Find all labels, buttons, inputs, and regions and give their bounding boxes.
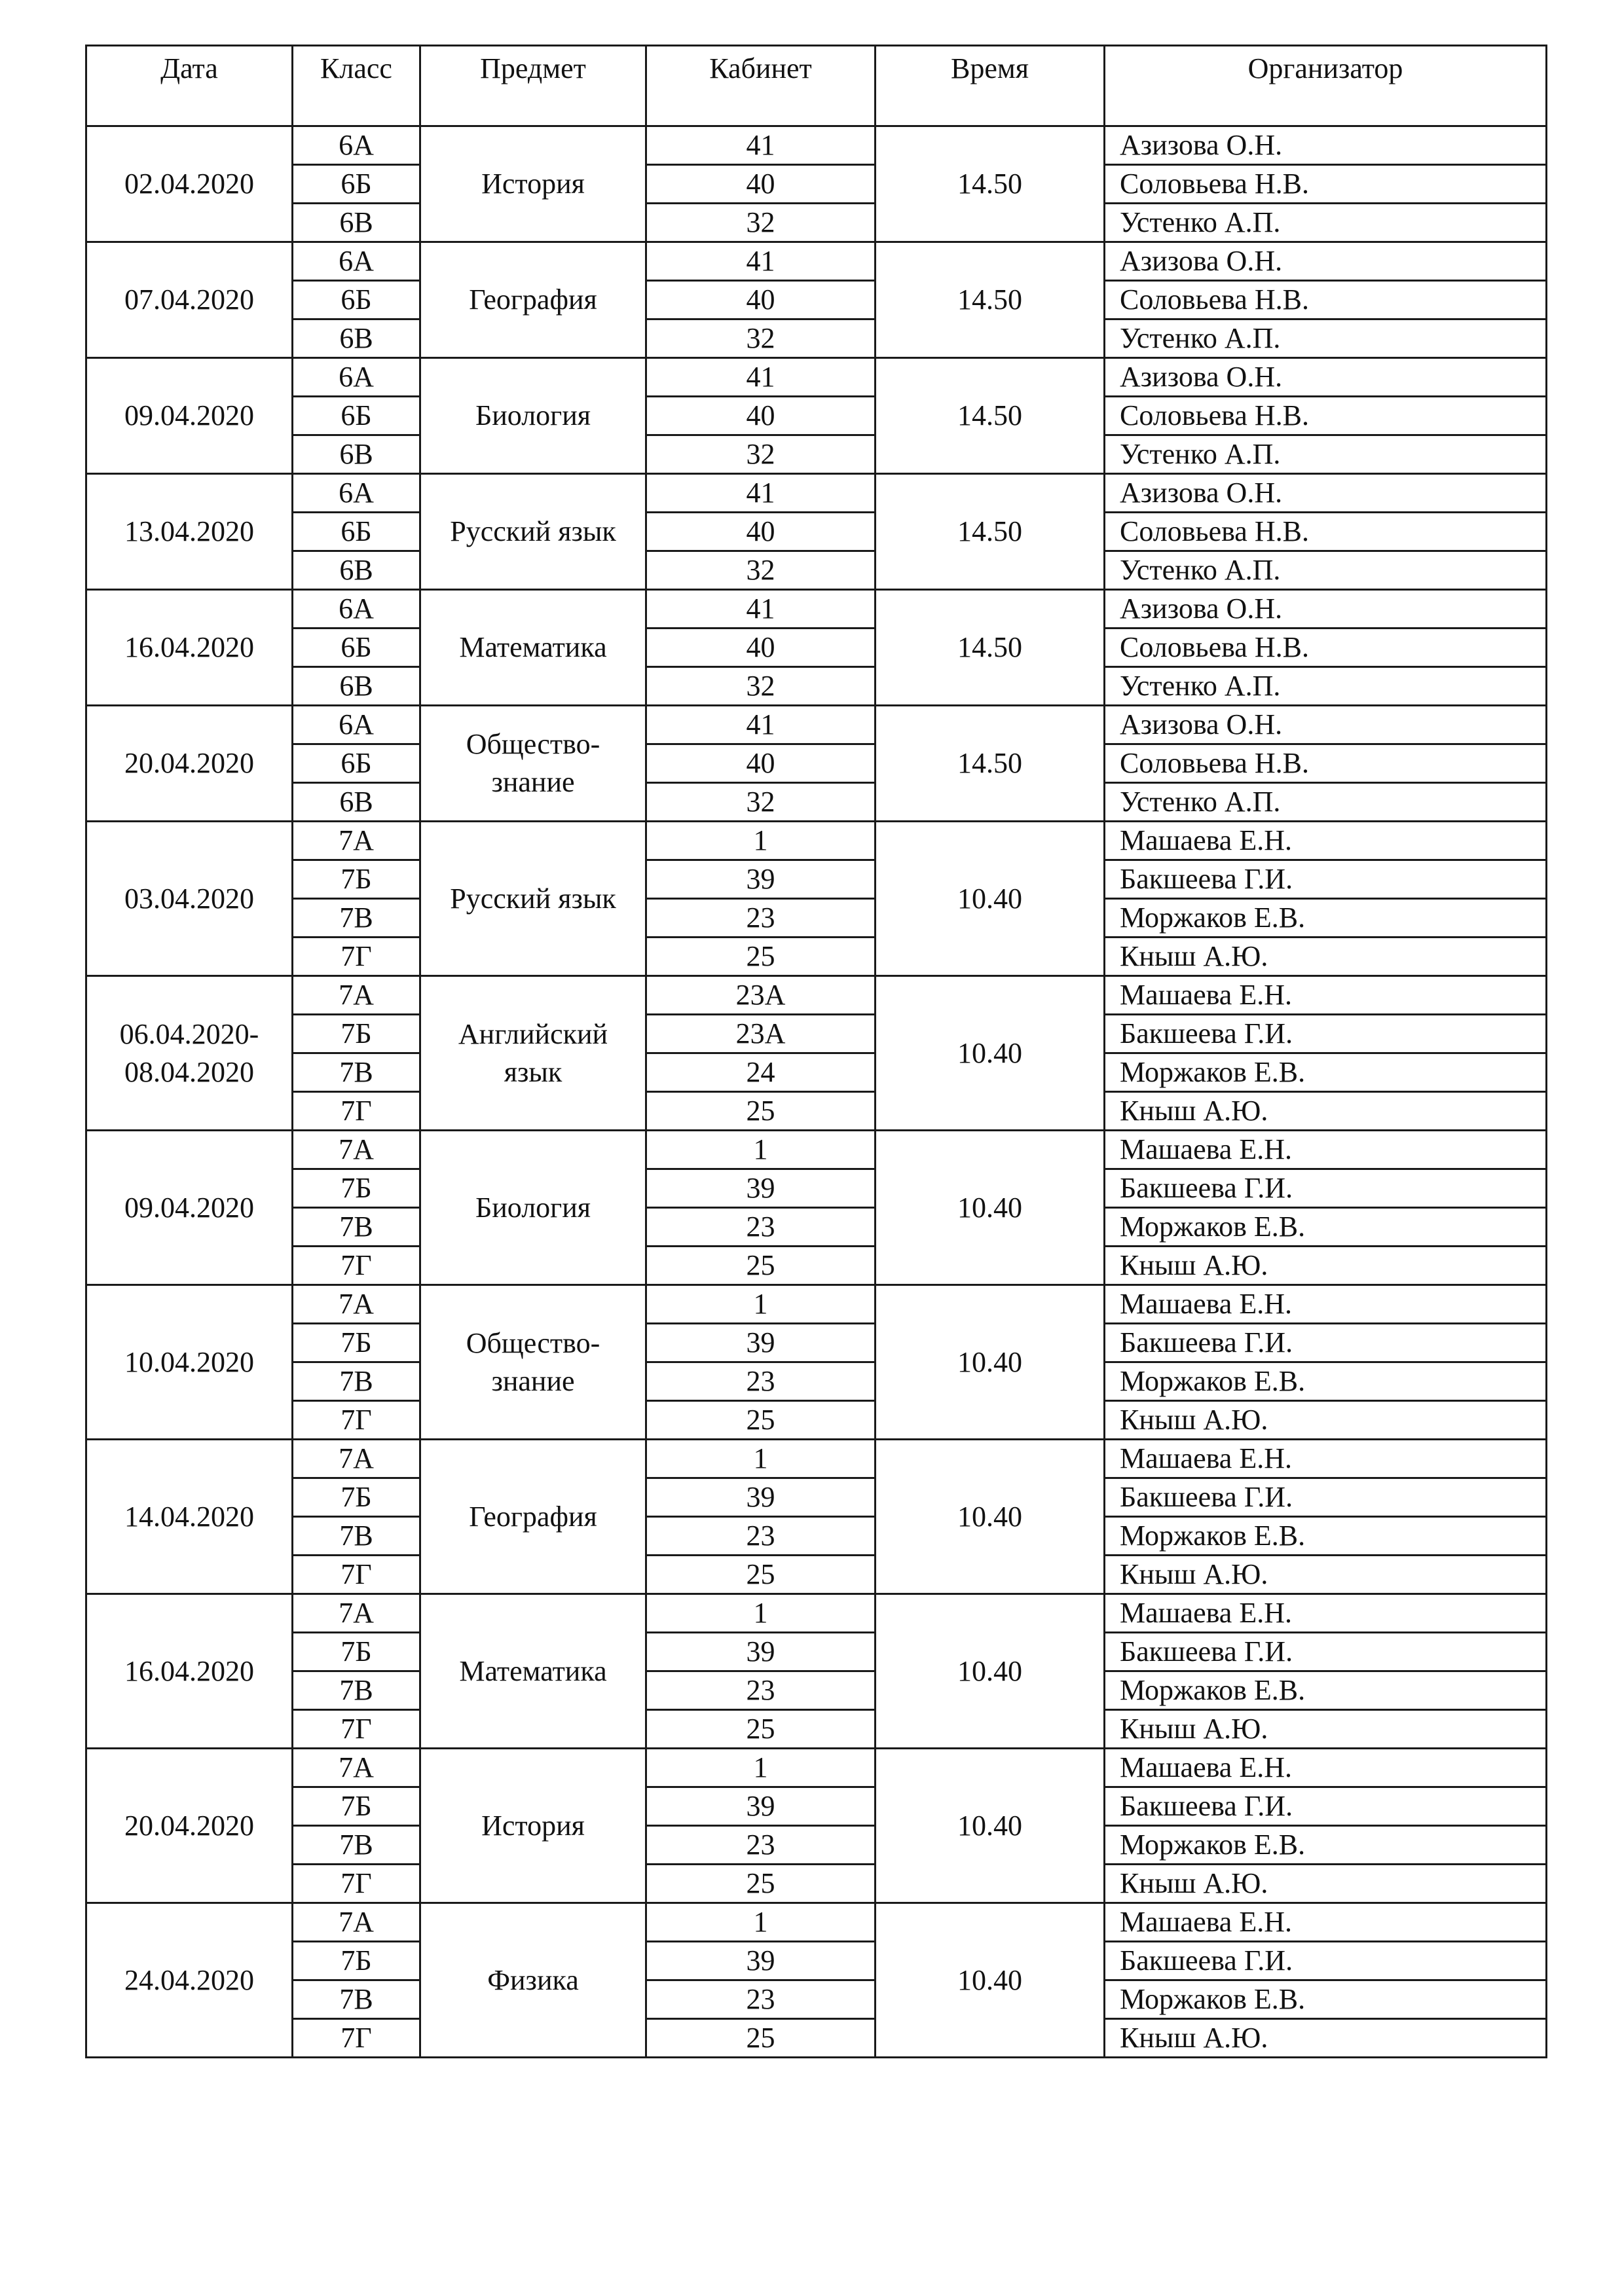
- table-row: [86, 1942, 1547, 1980]
- organizer-cell: Бакшеева Г.И.: [1105, 1324, 1547, 1362]
- table-row: [86, 1671, 1547, 1710]
- class-cell: 7Б: [293, 860, 420, 899]
- organizer-cell: Соловьева Н.В.: [1105, 281, 1547, 319]
- subject-cell: [420, 358, 646, 474]
- class-cell: 7Г: [293, 1865, 420, 1903]
- class-cell: 6А: [293, 474, 420, 513]
- room-cell: 41: [646, 126, 876, 165]
- subject-cell-line: История: [481, 1809, 585, 1842]
- header-subject: Предмет: [420, 46, 646, 126]
- class-cell: 7В: [293, 1826, 420, 1865]
- organizer-cell: Кныш А.Ю.: [1105, 1710, 1547, 1749]
- organizer-cell: Моржаков Е.В.: [1105, 1980, 1547, 2019]
- date-cell-line: 16.04.2020: [124, 1654, 254, 1687]
- organizer-cell: Соловьева Н.В.: [1105, 744, 1547, 783]
- time-cell: 10.40: [876, 1285, 1105, 1440]
- table-row: [86, 1092, 1547, 1131]
- table-row: [86, 1594, 1547, 1633]
- room-cell: 39: [646, 1478, 876, 1517]
- organizer-cell: Устенко А.П.: [1105, 783, 1547, 822]
- organizer-cell: Моржаков Е.В.: [1105, 899, 1547, 938]
- subject-cell-line: Физика: [487, 1963, 579, 1996]
- time-cell: 10.40: [876, 1749, 1105, 1903]
- table-row: [86, 667, 1547, 706]
- room-cell: 40: [646, 165, 876, 204]
- organizer-cell: Азизова О.Н.: [1105, 706, 1547, 744]
- organizer-cell: Соловьева Н.В.: [1105, 397, 1547, 435]
- class-cell: 7А: [293, 976, 420, 1015]
- class-cell: 7Б: [293, 1787, 420, 1826]
- subject-cell-line: Русский язык: [450, 882, 616, 915]
- room-cell: 32: [646, 783, 876, 822]
- organizer-cell: Соловьева Н.В.: [1105, 629, 1547, 667]
- subject-cell: [420, 1749, 646, 1903]
- room-cell: 32: [646, 204, 876, 242]
- organizer-cell: Машаева Е.Н.: [1105, 976, 1547, 1015]
- organizer-cell: Моржаков Е.В.: [1105, 1053, 1547, 1092]
- table-row: [86, 822, 1547, 860]
- class-cell: 6А: [293, 358, 420, 397]
- organizer-cell: Кныш А.Ю.: [1105, 1247, 1547, 1285]
- table-row: [86, 938, 1547, 976]
- date-cell-line: 07.04.2020: [124, 283, 254, 316]
- room-cell: 32: [646, 551, 876, 590]
- class-cell: 7Г: [293, 1710, 420, 1749]
- date-cell: [86, 474, 293, 590]
- class-cell: 7Б: [293, 1015, 420, 1053]
- room-cell: 40: [646, 629, 876, 667]
- class-cell: 7В: [293, 1053, 420, 1092]
- class-cell: 6Б: [293, 744, 420, 783]
- organizer-cell: Соловьева Н.В.: [1105, 513, 1547, 551]
- table-row: [86, 1015, 1547, 1053]
- table-row: [86, 397, 1547, 435]
- class-cell: 6Б: [293, 397, 420, 435]
- date-cell: [86, 358, 293, 474]
- class-cell: 7В: [293, 1671, 420, 1710]
- organizer-cell: Азизова О.Н.: [1105, 590, 1547, 629]
- subject-cell: [420, 474, 646, 590]
- room-cell: 1: [646, 1903, 876, 1942]
- date-cell-line: 24.04.2020: [124, 1963, 254, 1996]
- subject-cell: [420, 1594, 646, 1749]
- room-cell: 1: [646, 1594, 876, 1633]
- class-cell: 6Б: [293, 629, 420, 667]
- table-row: [86, 204, 1547, 242]
- date-cell-line: 06.04.2020-: [119, 1017, 259, 1050]
- header-time: Время: [876, 46, 1105, 126]
- organizer-cell: Кныш А.Ю.: [1105, 1556, 1547, 1594]
- class-cell: 7В: [293, 899, 420, 938]
- table-row: [86, 976, 1547, 1015]
- table-row: [86, 744, 1547, 783]
- subject-cell-line: География: [469, 1500, 597, 1533]
- room-cell: 1: [646, 822, 876, 860]
- class-cell: 6В: [293, 204, 420, 242]
- table-row: [86, 706, 1547, 744]
- table-row: [86, 281, 1547, 319]
- table-row: [86, 1787, 1547, 1826]
- class-cell: 7Б: [293, 1942, 420, 1980]
- date-cell-line: 16.04.2020: [124, 631, 254, 663]
- subject-cell-line: Математика: [459, 1654, 607, 1687]
- room-cell: 25: [646, 1401, 876, 1440]
- table-row: [86, 1285, 1547, 1324]
- class-cell: 7Б: [293, 1633, 420, 1671]
- subject-cell-line: География: [469, 283, 597, 316]
- organizer-cell: Моржаков Е.В.: [1105, 1826, 1547, 1865]
- time-cell: 14.50: [876, 590, 1105, 706]
- table-row: [86, 1362, 1547, 1401]
- class-cell: 7В: [293, 1208, 420, 1247]
- room-cell: 1: [646, 1440, 876, 1478]
- table-row: [86, 1633, 1547, 1671]
- class-cell: 6А: [293, 126, 420, 165]
- room-cell: 23: [646, 1671, 876, 1710]
- table-row: [86, 1517, 1547, 1556]
- date-cell-line: 20.04.2020: [124, 747, 254, 779]
- time-cell: 10.40: [876, 1594, 1105, 1749]
- room-cell: 39: [646, 860, 876, 899]
- date-cell-line: 10.04.2020: [124, 1345, 254, 1378]
- table-row: [86, 513, 1547, 551]
- header-organizer: Организатор: [1105, 46, 1547, 126]
- class-cell: 7А: [293, 1440, 420, 1478]
- room-cell: 32: [646, 667, 876, 706]
- subject-cell: [420, 822, 646, 976]
- table-header: [86, 46, 1547, 126]
- room-cell: 25: [646, 1710, 876, 1749]
- date-cell: [86, 126, 293, 242]
- date-cell: [86, 590, 293, 706]
- time-cell: 14.50: [876, 242, 1105, 358]
- class-cell: 7А: [293, 1749, 420, 1787]
- room-cell: 40: [646, 281, 876, 319]
- room-cell: 39: [646, 1942, 876, 1980]
- table-row: [86, 899, 1547, 938]
- date-cell: [86, 1749, 293, 1903]
- subject-cell: [420, 976, 646, 1131]
- organizer-cell: Машаева Е.Н.: [1105, 1285, 1547, 1324]
- organizer-cell: Машаева Е.Н.: [1105, 1594, 1547, 1633]
- organizer-cell: Устенко А.П.: [1105, 435, 1547, 474]
- table-row: [86, 1710, 1547, 1749]
- subject-cell: [420, 1131, 646, 1285]
- header-date: Дата: [86, 46, 293, 126]
- time-cell: 14.50: [876, 126, 1105, 242]
- date-cell-line: 02.04.2020: [124, 168, 254, 200]
- subject-cell: [420, 1285, 646, 1440]
- subject-cell: [420, 126, 646, 242]
- time-cell: 10.40: [876, 1903, 1105, 2058]
- subject-cell-line: История: [481, 168, 585, 200]
- room-cell: 1: [646, 1285, 876, 1324]
- subject-cell: [420, 1440, 646, 1594]
- time-cell: 14.50: [876, 706, 1105, 822]
- room-cell: 40: [646, 744, 876, 783]
- organizer-cell: Машаева Е.Н.: [1105, 1131, 1547, 1169]
- organizer-cell: Кныш А.Ю.: [1105, 1401, 1547, 1440]
- room-cell: 41: [646, 590, 876, 629]
- class-cell: 6Б: [293, 165, 420, 204]
- subject-cell-line: знание: [491, 766, 575, 798]
- table-row: [86, 358, 1547, 397]
- room-cell: 1: [646, 1749, 876, 1787]
- table-row: [86, 1053, 1547, 1092]
- room-cell: 32: [646, 435, 876, 474]
- room-cell: 23: [646, 1208, 876, 1247]
- organizer-cell: Моржаков Е.В.: [1105, 1208, 1547, 1247]
- date-cell: [86, 822, 293, 976]
- organizer-cell: Азизова О.Н.: [1105, 358, 1547, 397]
- class-cell: 7Г: [293, 1556, 420, 1594]
- subject-cell-line: знание: [491, 1364, 575, 1397]
- table-body: [86, 126, 1547, 2058]
- table-row: [86, 1440, 1547, 1478]
- room-cell: 25: [646, 1092, 876, 1131]
- organizer-cell: Кныш А.Ю.: [1105, 938, 1547, 976]
- time-cell: 10.40: [876, 1131, 1105, 1285]
- room-cell: 39: [646, 1324, 876, 1362]
- organizer-cell: Устенко А.П.: [1105, 319, 1547, 358]
- table-row: [86, 551, 1547, 590]
- table-row: [86, 1169, 1547, 1208]
- time-cell: 10.40: [876, 976, 1105, 1131]
- organizer-cell: Азизова О.Н.: [1105, 474, 1547, 513]
- date-cell: [86, 1285, 293, 1440]
- class-cell: 7В: [293, 1980, 420, 2019]
- class-cell: 7Г: [293, 1247, 420, 1285]
- organizer-cell: Устенко А.П.: [1105, 551, 1547, 590]
- date-cell: [86, 1594, 293, 1749]
- subject-cell-line: Русский язык: [450, 515, 616, 547]
- header-class: Класс: [293, 46, 420, 126]
- organizer-cell: Кныш А.Ю.: [1105, 2019, 1547, 2058]
- subject-cell-line: Английский: [458, 1017, 608, 1050]
- subject-cell: [420, 1903, 646, 2058]
- subject-cell-line: Биология: [475, 1191, 591, 1224]
- class-cell: 7Б: [293, 1169, 420, 1208]
- room-cell: 41: [646, 474, 876, 513]
- organizer-cell: Устенко А.П.: [1105, 204, 1547, 242]
- header-room: Кабинет: [646, 46, 876, 126]
- subject-cell: [420, 706, 646, 822]
- class-cell: 7Г: [293, 1401, 420, 1440]
- room-cell: 23: [646, 1980, 876, 2019]
- table-row: [86, 1980, 1547, 2019]
- subject-cell: [420, 590, 646, 706]
- room-cell: 32: [646, 319, 876, 358]
- class-cell: 7А: [293, 1285, 420, 1324]
- table-row: [86, 590, 1547, 629]
- class-cell: 6Б: [293, 513, 420, 551]
- class-cell: 7В: [293, 1517, 420, 1556]
- date-cell: [86, 706, 293, 822]
- table-row: [86, 1556, 1547, 1594]
- class-cell: 6В: [293, 551, 420, 590]
- room-cell: 25: [646, 1865, 876, 1903]
- table-row: [86, 474, 1547, 513]
- organizer-cell: Бакшеева Г.И.: [1105, 1478, 1547, 1517]
- date-cell-line: 20.04.2020: [124, 1809, 254, 1842]
- time-cell: 14.50: [876, 358, 1105, 474]
- room-cell: 41: [646, 242, 876, 281]
- table-row: [86, 1247, 1547, 1285]
- table-row: [86, 783, 1547, 822]
- room-cell: 39: [646, 1787, 876, 1826]
- organizer-cell: Бакшеева Г.И.: [1105, 1787, 1547, 1826]
- room-cell: 39: [646, 1169, 876, 1208]
- date-cell: [86, 1131, 293, 1285]
- date-cell-line: 03.04.2020: [124, 882, 254, 915]
- room-cell: 40: [646, 513, 876, 551]
- date-cell-line: 09.04.2020: [124, 399, 254, 431]
- room-cell: 23А: [646, 976, 876, 1015]
- class-cell: 7А: [293, 822, 420, 860]
- room-cell: 25: [646, 1556, 876, 1594]
- room-cell: 23: [646, 1826, 876, 1865]
- class-cell: 7Б: [293, 1324, 420, 1362]
- date-cell: [86, 242, 293, 358]
- room-cell: 41: [646, 358, 876, 397]
- table-row: [86, 1903, 1547, 1942]
- organizer-cell: Бакшеева Г.И.: [1105, 860, 1547, 899]
- class-cell: 7Г: [293, 938, 420, 976]
- date-cell-line: 09.04.2020: [124, 1191, 254, 1224]
- date-cell: [86, 1903, 293, 2058]
- organizer-cell: Кныш А.Ю.: [1105, 1865, 1547, 1903]
- class-cell: 6А: [293, 706, 420, 744]
- subject-cell-line: Общество-: [466, 728, 600, 760]
- organizer-cell: Моржаков Е.В.: [1105, 1517, 1547, 1556]
- class-cell: 6А: [293, 590, 420, 629]
- table-row: [86, 1131, 1547, 1169]
- organizer-cell: Кныш А.Ю.: [1105, 1092, 1547, 1131]
- room-cell: 23: [646, 899, 876, 938]
- organizer-cell: Устенко А.П.: [1105, 667, 1547, 706]
- organizer-cell: Соловьева Н.В.: [1105, 165, 1547, 204]
- organizer-cell: Моржаков Е.В.: [1105, 1362, 1547, 1401]
- organizer-cell: Бакшеева Г.И.: [1105, 1633, 1547, 1671]
- class-cell: 7В: [293, 1362, 420, 1401]
- date-cell: [86, 976, 293, 1131]
- class-cell: 7Г: [293, 1092, 420, 1131]
- class-cell: 7А: [293, 1903, 420, 1942]
- date-cell-line: 13.04.2020: [124, 515, 254, 547]
- table-row: [86, 860, 1547, 899]
- organizer-cell: Моржаков Е.В.: [1105, 1671, 1547, 1710]
- class-cell: 6В: [293, 319, 420, 358]
- table-row: [86, 242, 1547, 281]
- table-row: [86, 2019, 1547, 2058]
- room-cell: 1: [646, 1131, 876, 1169]
- table-row: [86, 1865, 1547, 1903]
- table-row: [86, 1826, 1547, 1865]
- time-cell: 14.50: [876, 474, 1105, 590]
- organizer-cell: Машаева Е.Н.: [1105, 1749, 1547, 1787]
- subject-cell-line: Общество-: [466, 1326, 600, 1359]
- room-cell: 39: [646, 1633, 876, 1671]
- class-cell: 6В: [293, 667, 420, 706]
- schedule-table: [85, 45, 1547, 2058]
- organizer-cell: Азизова О.Н.: [1105, 242, 1547, 281]
- room-cell: 25: [646, 938, 876, 976]
- subject-cell: [420, 242, 646, 358]
- room-cell: 24: [646, 1053, 876, 1092]
- table-row: [86, 165, 1547, 204]
- room-cell: 40: [646, 397, 876, 435]
- room-cell: 25: [646, 1247, 876, 1285]
- table-row: [86, 126, 1547, 165]
- table-row: [86, 1324, 1547, 1362]
- class-cell: 6Б: [293, 281, 420, 319]
- class-cell: 7А: [293, 1594, 420, 1633]
- room-cell: 23: [646, 1517, 876, 1556]
- organizer-cell: Бакшеева Г.И.: [1105, 1169, 1547, 1208]
- date-cell-line: 08.04.2020: [124, 1055, 254, 1088]
- room-cell: 23: [646, 1362, 876, 1401]
- room-cell: 23А: [646, 1015, 876, 1053]
- class-cell: 7Г: [293, 2019, 420, 2058]
- organizer-cell: Машаева Е.Н.: [1105, 1903, 1547, 1942]
- date-cell: [86, 1440, 293, 1594]
- organizer-cell: Машаева Е.Н.: [1105, 822, 1547, 860]
- table-row: [86, 1208, 1547, 1247]
- table-row: [86, 435, 1547, 474]
- time-cell: 10.40: [876, 1440, 1105, 1594]
- time-cell: 10.40: [876, 822, 1105, 976]
- table-row: [86, 319, 1547, 358]
- organizer-cell: Бакшеева Г.И.: [1105, 1942, 1547, 1980]
- organizer-cell: Бакшеева Г.И.: [1105, 1015, 1547, 1053]
- class-cell: 7Б: [293, 1478, 420, 1517]
- table-row: [86, 1401, 1547, 1440]
- subject-cell-line: Биология: [475, 399, 591, 431]
- table-row: [86, 1749, 1547, 1787]
- class-cell: 6В: [293, 783, 420, 822]
- room-cell: 41: [646, 706, 876, 744]
- subject-cell-line: язык: [504, 1055, 563, 1088]
- table-row: [86, 1478, 1547, 1517]
- class-cell: 6А: [293, 242, 420, 281]
- organizer-cell: Машаева Е.Н.: [1105, 1440, 1547, 1478]
- header-row: [86, 46, 1547, 126]
- subject-cell-line: Математика: [459, 631, 607, 663]
- date-cell-line: 14.04.2020: [124, 1500, 254, 1533]
- room-cell: 25: [646, 2019, 876, 2058]
- table-row: [86, 629, 1547, 667]
- class-cell: 7А: [293, 1131, 420, 1169]
- class-cell: 6В: [293, 435, 420, 474]
- organizer-cell: Азизова О.Н.: [1105, 126, 1547, 165]
